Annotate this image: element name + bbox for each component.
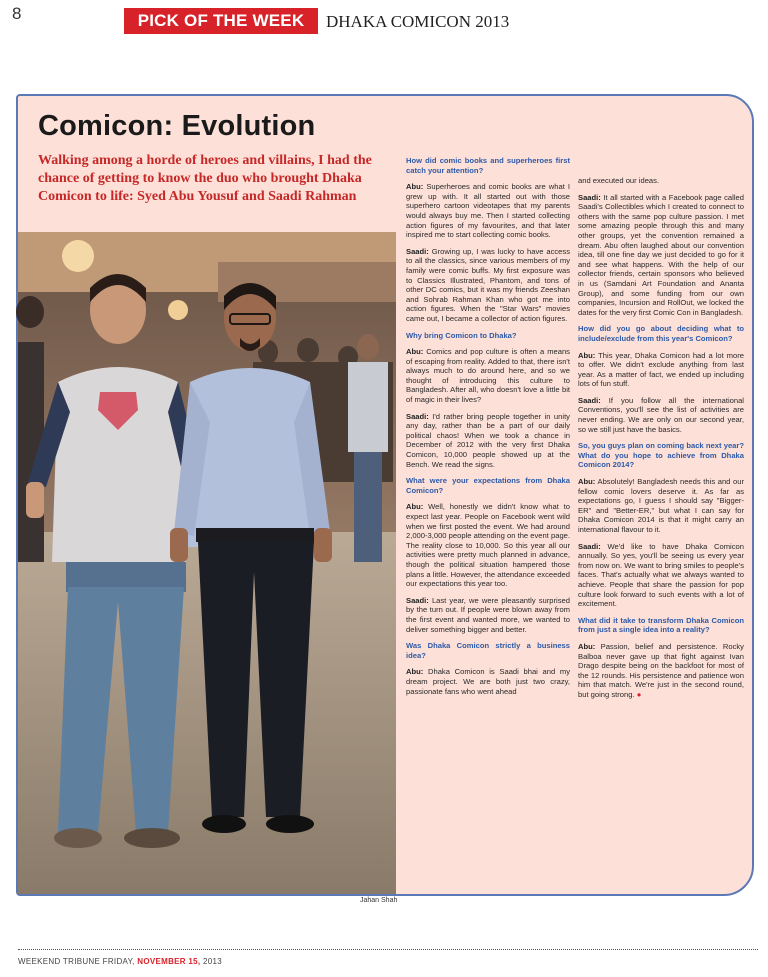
speaker-name: Saadi:	[578, 395, 601, 405]
speaker-name: Saadi:	[406, 595, 429, 605]
speaker-name: Saadi:	[406, 246, 429, 256]
answer-text: Passion, belief and persistence. Rocky Balboa never gave up that fight against Ivan Drago despite being on the backfoot for most of the 12 rounds. His persistence and patience won him that match. We're just in the second round, but going strong.	[578, 641, 744, 699]
answer-text: It all started with a Facebook page called Saadi's Collectibles which I created to connect to others with the same pop culture passion. I met some amazing people through this and many other groups, yet the convention remained a dream. Abu often laughed about our convention idea, till one fine day we just decided to go for it and see what happens. With the help of our collector friends, certain sponsors who believed in us (Samdani Art Foundation and Ananta Group), and some funding from our own companies, Incursion and RollOut, we locked the dates for the very first Comic Con in Bangladesh.	[578, 192, 744, 317]
answer-text: Growing up, I was lucky to have access to all the classics, since various members of my family were comic buffs. My first exposure was to Classics Illustrated, Phantom, and tons of other DC comics, but it was my friends Zeeshan and Sohrab Rahman Khan who got me into action figures. When the "Star Wars" movies came out, I became a collector of action figures.	[406, 246, 570, 323]
interview-answer	[578, 477, 744, 535]
footer-year: 2013	[202, 957, 222, 966]
interview-answer	[406, 667, 570, 696]
speaker-name: Abu:	[406, 502, 424, 512]
answer-text: Well, honestly we didn't know what to expect last year. People on Facebook went wild when we first posted the event. We had around 2,000-3,000 people attending on the event page. The reality close to 10,000. So this year all our activities were pretty much planned in advance, though the political situation hampered those plans a little. However, the attendance exceeded our expectations this year too.	[406, 502, 570, 589]
interview-question: So, you guys plan on coming back next year? What do you hope to achieve from Dhaka Comicon 2014?	[578, 441, 744, 470]
speaker-name: Abu:	[406, 347, 424, 357]
speaker-name: Saadi:	[578, 192, 601, 202]
speaker-name: Saadi:	[406, 411, 429, 421]
article-column-2	[578, 176, 744, 707]
speaker-name: Abu:	[406, 667, 424, 677]
article-panel	[16, 94, 754, 904]
photo-credit: Jahan Shah	[360, 897, 398, 904]
interview-answer	[578, 396, 744, 434]
footer-day: FRIDAY,	[102, 957, 135, 966]
footer-divider	[18, 949, 758, 950]
page-footer	[18, 957, 222, 966]
section-tag: PICK OF THE WEEK	[124, 8, 318, 34]
speaker-name: Abu:	[578, 477, 596, 487]
section-subtitle: DHAKA COMICON 2013	[326, 12, 510, 31]
article-standfirst: Walking among a horde of heroes and villains, I had the chance of getting to know the duo who brought Dhaka Comicon to life: Syed Abu Yousuf and Saadi Rahman	[38, 153, 372, 204]
interview-question: What were your expectations from Dhaka Comicon?	[406, 476, 570, 495]
footer-date: NOVEMBER 15,	[137, 957, 201, 966]
interview-question: Why bring Comicon to Dhaka?	[406, 330, 517, 340]
answer-text: I'd rather bring people together in unity any day, rather than be a part of our daily political chaos! When we took a chance in December of 2012 with the very first Dhaka Comicon, 10,000 people showed up at the Bench. We read the signs.	[406, 411, 570, 469]
interview-answer	[406, 182, 570, 240]
footer-publication: WEEKEND TRIBUNE	[18, 957, 101, 966]
page-number: 8	[12, 4, 22, 23]
interview-question: Was Dhaka Comicon strictly a business idea?	[406, 641, 570, 660]
interview-answer	[406, 502, 570, 588]
answer-text: We'd like to have Dhaka Comicon annually. So yes, you'll be seeing us every year from now on. We want to bring smiles to people's faces. That's actually what we always wanted to achieve. People that share the passion for pop culture look forward to such events with a lot of excitement.	[578, 541, 744, 609]
answer-continuation: and executed our ideas.	[578, 176, 660, 185]
interview-answer	[406, 247, 570, 324]
interview-answer	[578, 542, 744, 609]
interview-answer	[406, 412, 570, 470]
answer-text: This year, Dhaka Comicon had a lot more to offer. We didn't exclude anything from last year. As a matter of fact, we ended up including lots of fun stuff.	[578, 350, 744, 389]
article-photo	[18, 232, 396, 894]
interview-answer	[406, 347, 570, 405]
photo-illustration	[18, 232, 396, 894]
interview-question: What did it take to transform Dhaka Comicon from just a single idea into a reality?	[578, 615, 744, 635]
speaker-name: Saadi:	[578, 541, 601, 551]
answer-text: If you follow all the international Conventions, you'll see the list of activities are never ending. We are only on our second year, so we still just have the basics.	[578, 395, 744, 434]
answer-text: Absolutely! Bangladesh needs this and our fellow comic lovers deserve it. As far as expectations go, I guess I should say "Bigger-ER" and "Better-ER," but what I can say for Dhaka Comicon 2014 is that it might carry an international flavour to it.	[578, 477, 744, 534]
article-title: Comicon: Evolution	[38, 110, 316, 142]
interview-question: How did you go about deciding what to include/exclude from this year's Comicon?	[578, 324, 744, 343]
interview-question: How did comic books and superheroes first catch your attention?	[406, 156, 570, 175]
end-mark: ●	[636, 689, 642, 699]
speaker-name: Abu:	[578, 350, 596, 360]
interview-answer	[406, 596, 570, 634]
answer-text: Last year, we were pleasantly surprised by the turn out. If people were blown away from the first event and wanted more, we wanted to deliver something bigger and better.	[406, 595, 570, 634]
answer-text: Dhaka Comicon is Saadi bhai and my dream project. We are both just two crazy, passionate fans who went ahead	[406, 667, 570, 696]
answer-text: Superheroes and comic books are what I grew up with. It all started out with those superhero cartoon videotapes that my parents would always buy me. Then I started collecting action figures of my favourites, and that later inspired me to start collecting comic books.	[406, 182, 570, 240]
speaker-name: Abu:	[578, 641, 596, 651]
interview-answer	[578, 642, 744, 700]
interview-answer	[578, 193, 744, 318]
interview-answer	[578, 351, 744, 389]
answer-text: Comics and pop culture is often a means of escaping from reality. Added to that, there isn't always much to do around here, and so we thought of introducing this culture to Bangladesh. After all, who doesn't love a little bit of magic in their lives?	[406, 347, 570, 405]
article-column-1	[406, 156, 570, 703]
speaker-name: Abu:	[406, 182, 424, 192]
